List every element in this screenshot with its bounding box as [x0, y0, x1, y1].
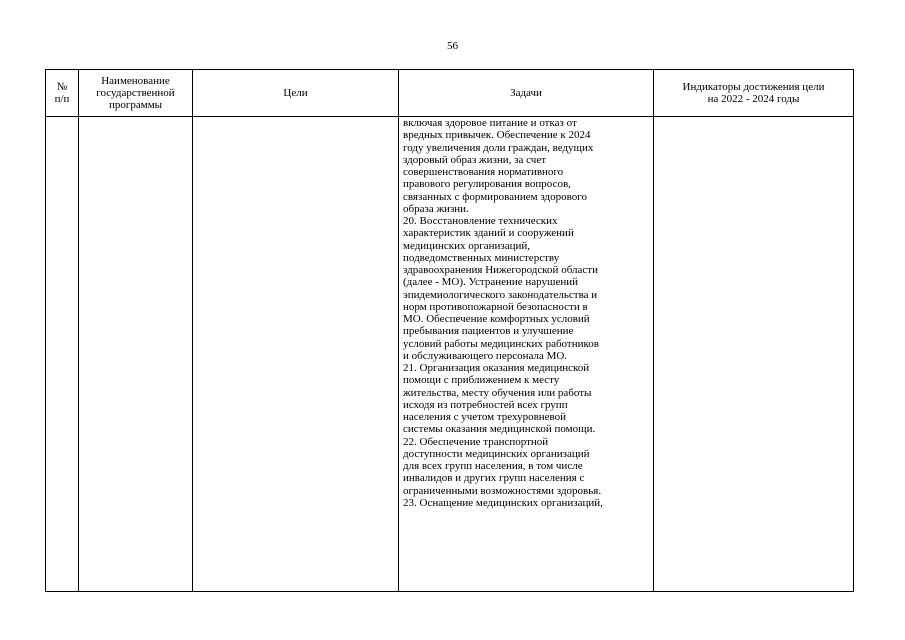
task-text-line: системы оказания медицинской помощи. [403, 423, 596, 436]
task-text-line: связанных с формированием здорового [403, 190, 587, 203]
cell-indicators [654, 117, 854, 592]
cell-number [46, 117, 79, 592]
task-text-line: 23. Оснащение медицинских организаций, [403, 496, 603, 509]
header-goals: Цели [193, 70, 399, 117]
task-text-line: 21. Организация оказания медицинской [403, 362, 590, 374]
header-indicators [654, 70, 854, 117]
task-text-line: совершенствования нормативного [403, 166, 564, 178]
table-header [46, 70, 854, 117]
task-text-line: помощи с приближением к месту [403, 374, 560, 387]
task-text-line: правового регулирования вопросов, [403, 178, 571, 191]
task-text-line: условий работы медицинских работников [403, 337, 599, 350]
header-number [46, 70, 79, 117]
header-number-line-2: п/п [54, 93, 70, 105]
task-text-line: образа жизни. [403, 202, 469, 215]
header-program-name [79, 70, 193, 117]
task-text-line: инвалидов и других групп населения с [403, 472, 585, 485]
task-text-line: включая здоровое питание и отказ от [403, 117, 577, 129]
header-program-name-line-1: Наименование [101, 75, 170, 87]
task-text-line: 22. Обеспечение транспортной [403, 435, 549, 448]
task-text-line: эпидемиологического законодательства и [403, 288, 598, 301]
task-text-line: исходя из потребностей всех групп [403, 398, 568, 411]
header-number-line-1: № [56, 81, 68, 93]
task-text-line: вредных привычек. Обеспечение к 2024 [403, 129, 591, 142]
cell-tasks [399, 117, 654, 592]
task-text-line: норм противопожарной безопасности в [403, 300, 588, 313]
task-text-line: (далее - МО). Устранение нарушений [403, 276, 579, 289]
table-body [46, 117, 854, 592]
header-indicators-line-1: Индикаторы достижения цели [682, 81, 825, 93]
header-row [46, 70, 854, 117]
task-text-line: населения с учетом трехуровневой [403, 411, 567, 423]
task-text-line: доступности медицинских организаций [403, 447, 590, 460]
header-indicators-line-2: на 2022 - 2024 годы [707, 93, 800, 105]
table-row [46, 117, 854, 592]
task-text-line: и обслуживающего персонала МО. [403, 349, 568, 362]
header-program-name-line-2: государственной [96, 87, 175, 99]
task-text-line: здоровый образ жизни, за счет [403, 153, 547, 166]
task-text-line: жительства, месту обучения или работы [403, 386, 592, 399]
task-text-line: медицинских организаций, [403, 239, 531, 252]
task-text-line: характеристик зданий и сооружений [403, 227, 574, 240]
task-text-line: здравоохранения Нижегородской области [403, 264, 598, 276]
cell-program-name [79, 117, 193, 592]
task-text-line: МО. Обеспечение комфортных условий [403, 313, 590, 325]
header-tasks: Задачи [399, 70, 654, 117]
page-number: 56 [447, 40, 458, 52]
task-text-line: ограниченными возможностями здоровья. [403, 484, 602, 497]
tasks-text [403, 117, 649, 509]
header-program-name-line-3: программы [108, 99, 163, 111]
cell-goals [193, 117, 399, 592]
task-text-line: 20. Восстановление технических [403, 215, 558, 227]
task-text-line: для всех групп населения, в том числе [403, 460, 583, 472]
task-text-line: пребывания пациентов и улучшение [403, 325, 574, 338]
task-text-line: подведомственных министерству [403, 251, 560, 264]
program-table [45, 69, 854, 592]
task-text-line: году увеличения доли граждан, ведущих [403, 141, 594, 154]
